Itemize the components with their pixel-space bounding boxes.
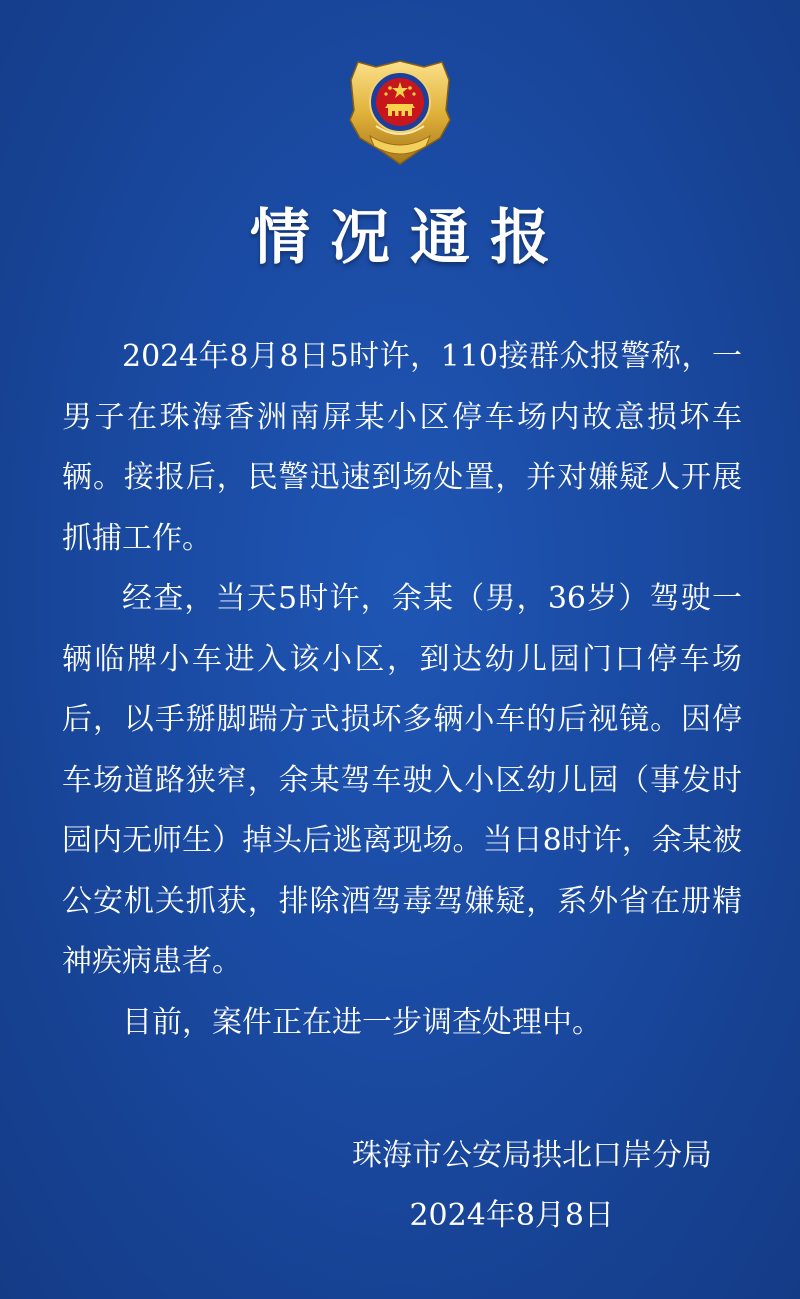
issuer-organization: 珠海市公安局拱北口岸分局 (352, 1138, 712, 1173)
paragraph: 目前，案件正在进一步调查处理中。 (122, 1004, 602, 1040)
issue-date: 2024年8月8日 (409, 1198, 614, 1233)
paragraph: 2024年8月8日5时许，110接群众报警称，一男子在珠海香洲南屏某小区停车场内故意损坏车辆。接报后，民警迅速到场处置，并对嫌疑人开展抓捕工作。 (62, 339, 742, 556)
report-body (62, 327, 742, 1053)
paragraph: 经查，当天5时许，余某（男，36岁）驾驶一辆临牌小车进入该小区，到达幼儿园门口停车场后，以手掰脚踹方式损坏多辆小车的后视镜。因停车场道路狭窄，余某驾车驶入小区幼儿园（事发时园内无师生）掉头后逃离现场。当日8时许，余某被公安机关抓获，排除酒驾毒驾嫌疑，系外省在册精神疾病患者。 (62, 581, 742, 979)
police-emblem-icon (346, 58, 454, 168)
page-title: 情况通报 (250, 203, 570, 273)
